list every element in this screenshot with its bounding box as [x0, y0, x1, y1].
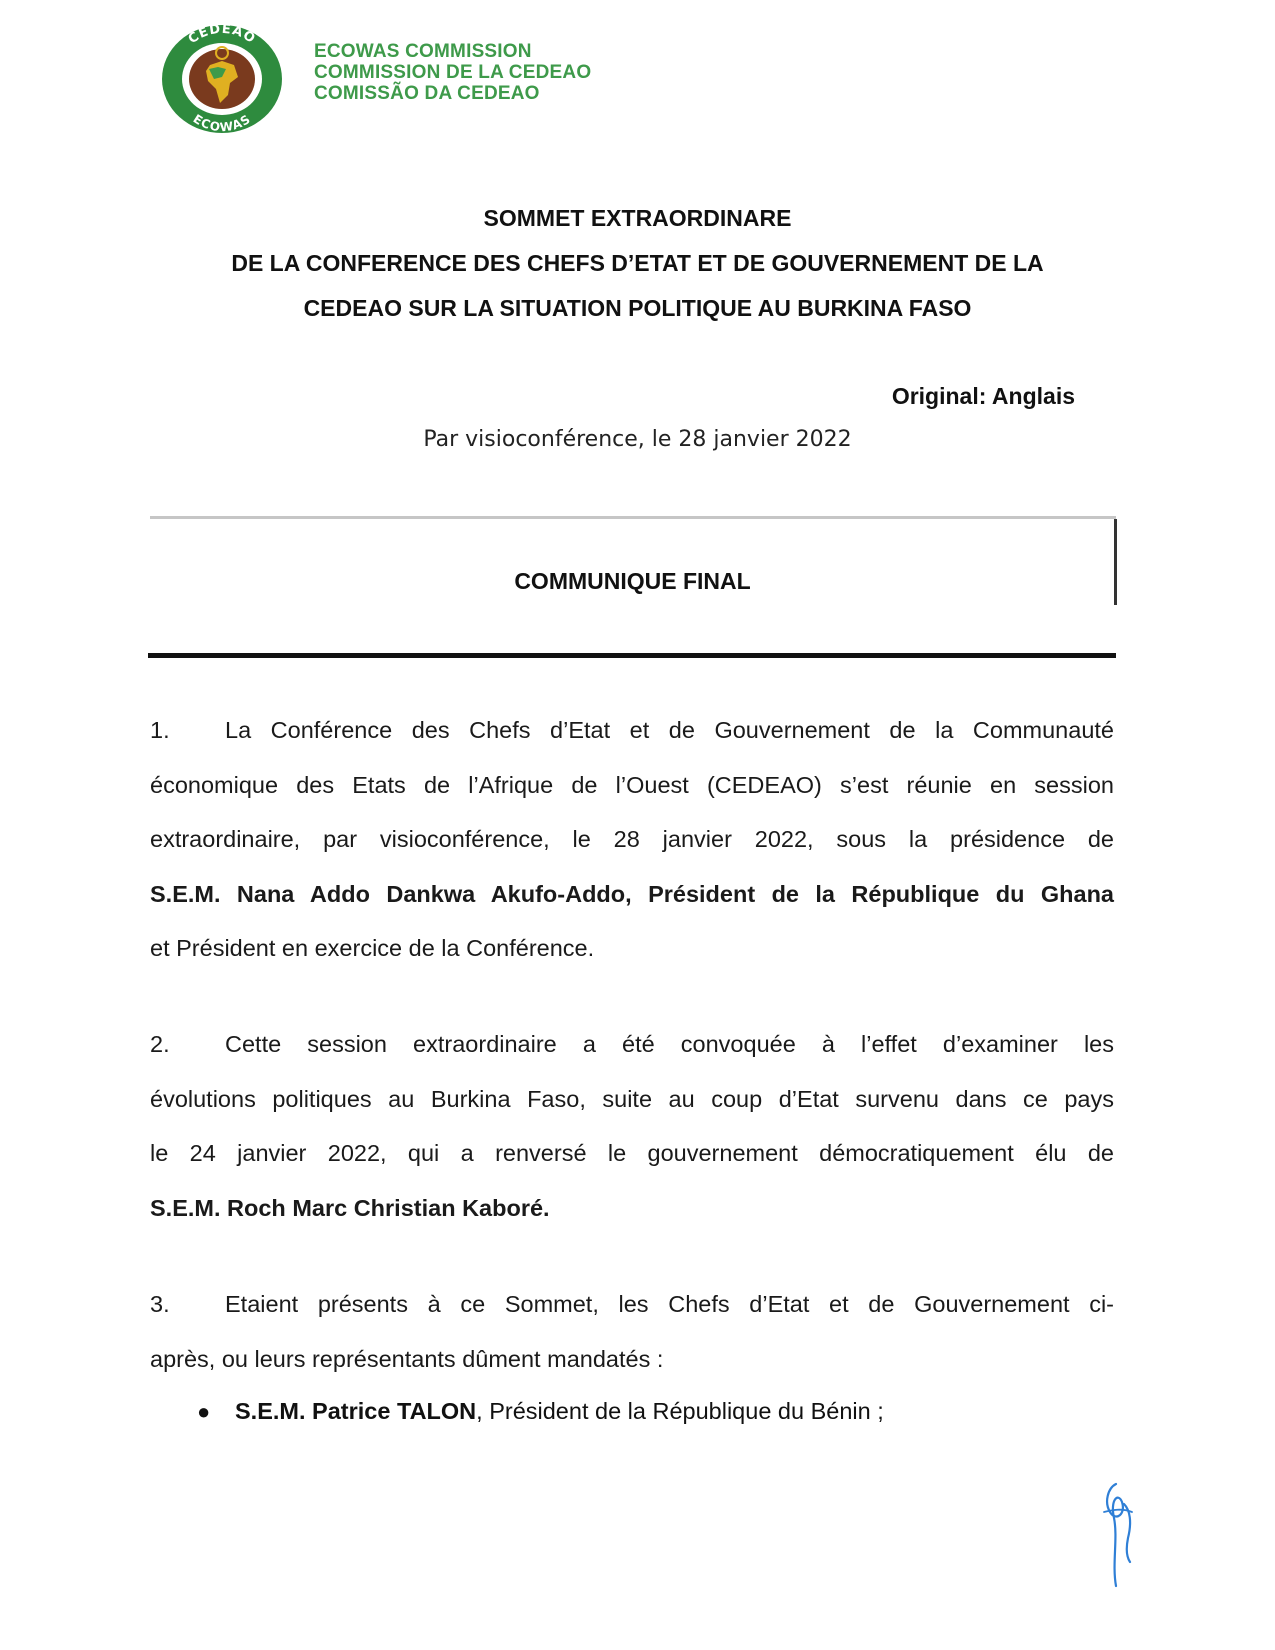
paragraph-line-bold [150, 1181, 1114, 1236]
bullet-icon: ● [197, 1399, 211, 1424]
paragraph-text: Cette session extraordinaire a été convoquée à l’effet d’examiner les [225, 1031, 1114, 1057]
paragraph-line: extraordinaire, par visioconférence, le 28 janvier 2022, sous la présidence de [150, 826, 1114, 852]
logo-text-bottom: ECOWAS [190, 111, 254, 135]
paragraph-line [150, 1277, 1114, 1332]
signature-initials [1096, 1478, 1140, 1590]
list-item [197, 1384, 884, 1440]
paragraph-text: La Conférence des Chefs d’Etat et de Gouvernement de la Communauté [225, 717, 1114, 743]
attendee-title: , Président de la République du Bénin ; [476, 1398, 884, 1424]
commission-name-en: ECOWAS COMMISSION [314, 41, 532, 62]
place-date: Par visioconférence, le 28 janvier 2022 [423, 427, 852, 452]
box-bottom-rule [148, 653, 1116, 658]
title-line-1: SOMMET EXTRAORDINARE [483, 205, 792, 231]
commission-name-pt: COMISSÃO DA CEDEAO [314, 83, 540, 104]
paragraph-number: 3. [150, 1291, 170, 1317]
commission-name-fr: COMMISSION DE LA CEDEAO [314, 62, 592, 83]
ecowas-logo [160, 23, 284, 135]
paragraph-number: 1. [150, 717, 170, 743]
paragraph-number: 2. [150, 1031, 170, 1057]
communique-title: COMMUNIQUE FINAL [514, 568, 751, 594]
president-name: S.E.M. Nana Addo Dankwa Akufo-Addo, Président de la République du Ghana [150, 880, 1114, 907]
logo-text-top: CEDEAO [185, 23, 259, 48]
paragraph-line: le 24 janvier 2022, qui a renversé le gouvernement démocratiquement élu de [150, 1140, 1114, 1166]
paragraph-line [150, 1017, 1114, 1072]
paragraph-text: Etaient présents à ce Sommet, les Chefs d’Etat et de Gouvernement ci- [225, 1291, 1114, 1317]
box-top-border [150, 516, 1116, 519]
paragraph-line-bold [150, 867, 1114, 922]
paragraph-line: après, ou leurs représentants dûment mandatés : [150, 1345, 664, 1372]
paragraph-2 [150, 1017, 1114, 1235]
paragraph-line: économique des Etats de l’Afrique de l’Ouest (CEDEAO) s’est réunie en session [150, 771, 1114, 798]
paragraph-line: et Président en exercice de la Conférence. [150, 935, 595, 961]
paragraph-line: évolutions politiques au Burkina Faso, suite au coup d’Etat survenu dans ce pays [150, 1085, 1114, 1112]
attendee-name: S.E.M. Patrice TALON [235, 1398, 477, 1424]
paragraph-1 [150, 703, 1114, 976]
original-language: Original: Anglais [891, 383, 1075, 409]
title-line-2: DE LA CONFERENCE DES CHEFS D’ETAT ET DE GOUVERNEMENT DE LA [231, 250, 1044, 276]
ousted-president-name: S.E.M. Roch Marc Christian Kaboré. [150, 1194, 550, 1221]
paragraph-3 [150, 1277, 1114, 1386]
title-line-3: CEDEAO SUR LA SITUATION POLITIQUE AU BURKINA FASO [303, 295, 972, 321]
paragraph-line [150, 703, 1114, 758]
